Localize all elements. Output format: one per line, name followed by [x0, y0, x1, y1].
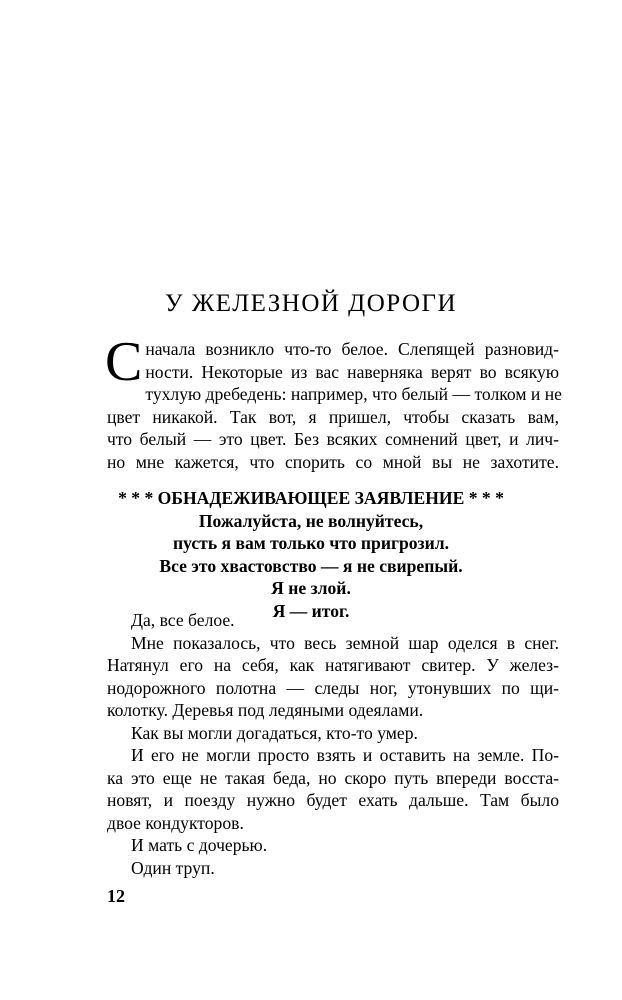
intro-line: что белый — это цвет. Без всяких сомнений цвет, и лич- [107, 429, 559, 449]
body-line: двое кондукторов. [107, 812, 244, 833]
body-line: И мать с дочерью. [131, 835, 268, 855]
intro-line: но мне кажется, что спорить со мной вы не захотите. [107, 451, 559, 472]
body-line: новят, и поезду нужно будет ехать дальше. Там было [107, 790, 559, 810]
statement-heading: * * * ОБНАДЕЖИВАЮЩЕЕ ЗАЯВЛЕНИЕ * * * [118, 488, 504, 508]
statement-line: пусть я вам только что пригрозил. [172, 533, 450, 553]
statement-line: Пожалуйста, не волнуйтесь, [198, 510, 424, 531]
intro-line: цвет никакой. Так вот, я пришел, чтобы сказать вам, [107, 406, 559, 427]
body-line: нодорожного полотна — следы ног, утонувших по щи- [107, 677, 559, 698]
body-line: Натянул его на себя, как натягивают свитер. У желез- [107, 655, 559, 675]
page-number: 12 [107, 886, 125, 906]
drop-cap: С [105, 331, 143, 393]
statement-line: Все это хвастовство — я не свирепый. [159, 555, 463, 576]
body-line: Мне показалось, что весь земной шар оделся в снег. [131, 632, 559, 653]
body-line: Как вы могли догадаться, кто-то умер. [131, 722, 418, 743]
body-line: И его не могли просто взять и оставить на земле. По- [131, 745, 559, 765]
intro-line: начала возникло что-то белое. Слепящей разновид- [145, 339, 559, 359]
body-line: колотку. Деревья под ледяными одеялами. [107, 700, 424, 720]
statement-line: Я не злой. [271, 578, 351, 598]
intro-paragraph [105, 331, 562, 473]
body-line: Один труп. [131, 857, 215, 878]
body-line: ка это еще не такая беда, но скоро путь впереди восста- [107, 767, 559, 788]
reassuring-statement [0, 487, 622, 622]
body-line: Да, все белое. [131, 610, 235, 630]
intro-line: ности. Некоторые из вас наверняка верят во всякую [145, 361, 559, 382]
intro-line: тухлую дребедень: например, что белый — толком и не [145, 384, 562, 404]
statement-line: Я — итог. [272, 600, 350, 621]
body-text [107, 609, 559, 879]
chapter-title: У ЖЕЛЕЗНОЙ ДОРОГИ [164, 290, 458, 317]
